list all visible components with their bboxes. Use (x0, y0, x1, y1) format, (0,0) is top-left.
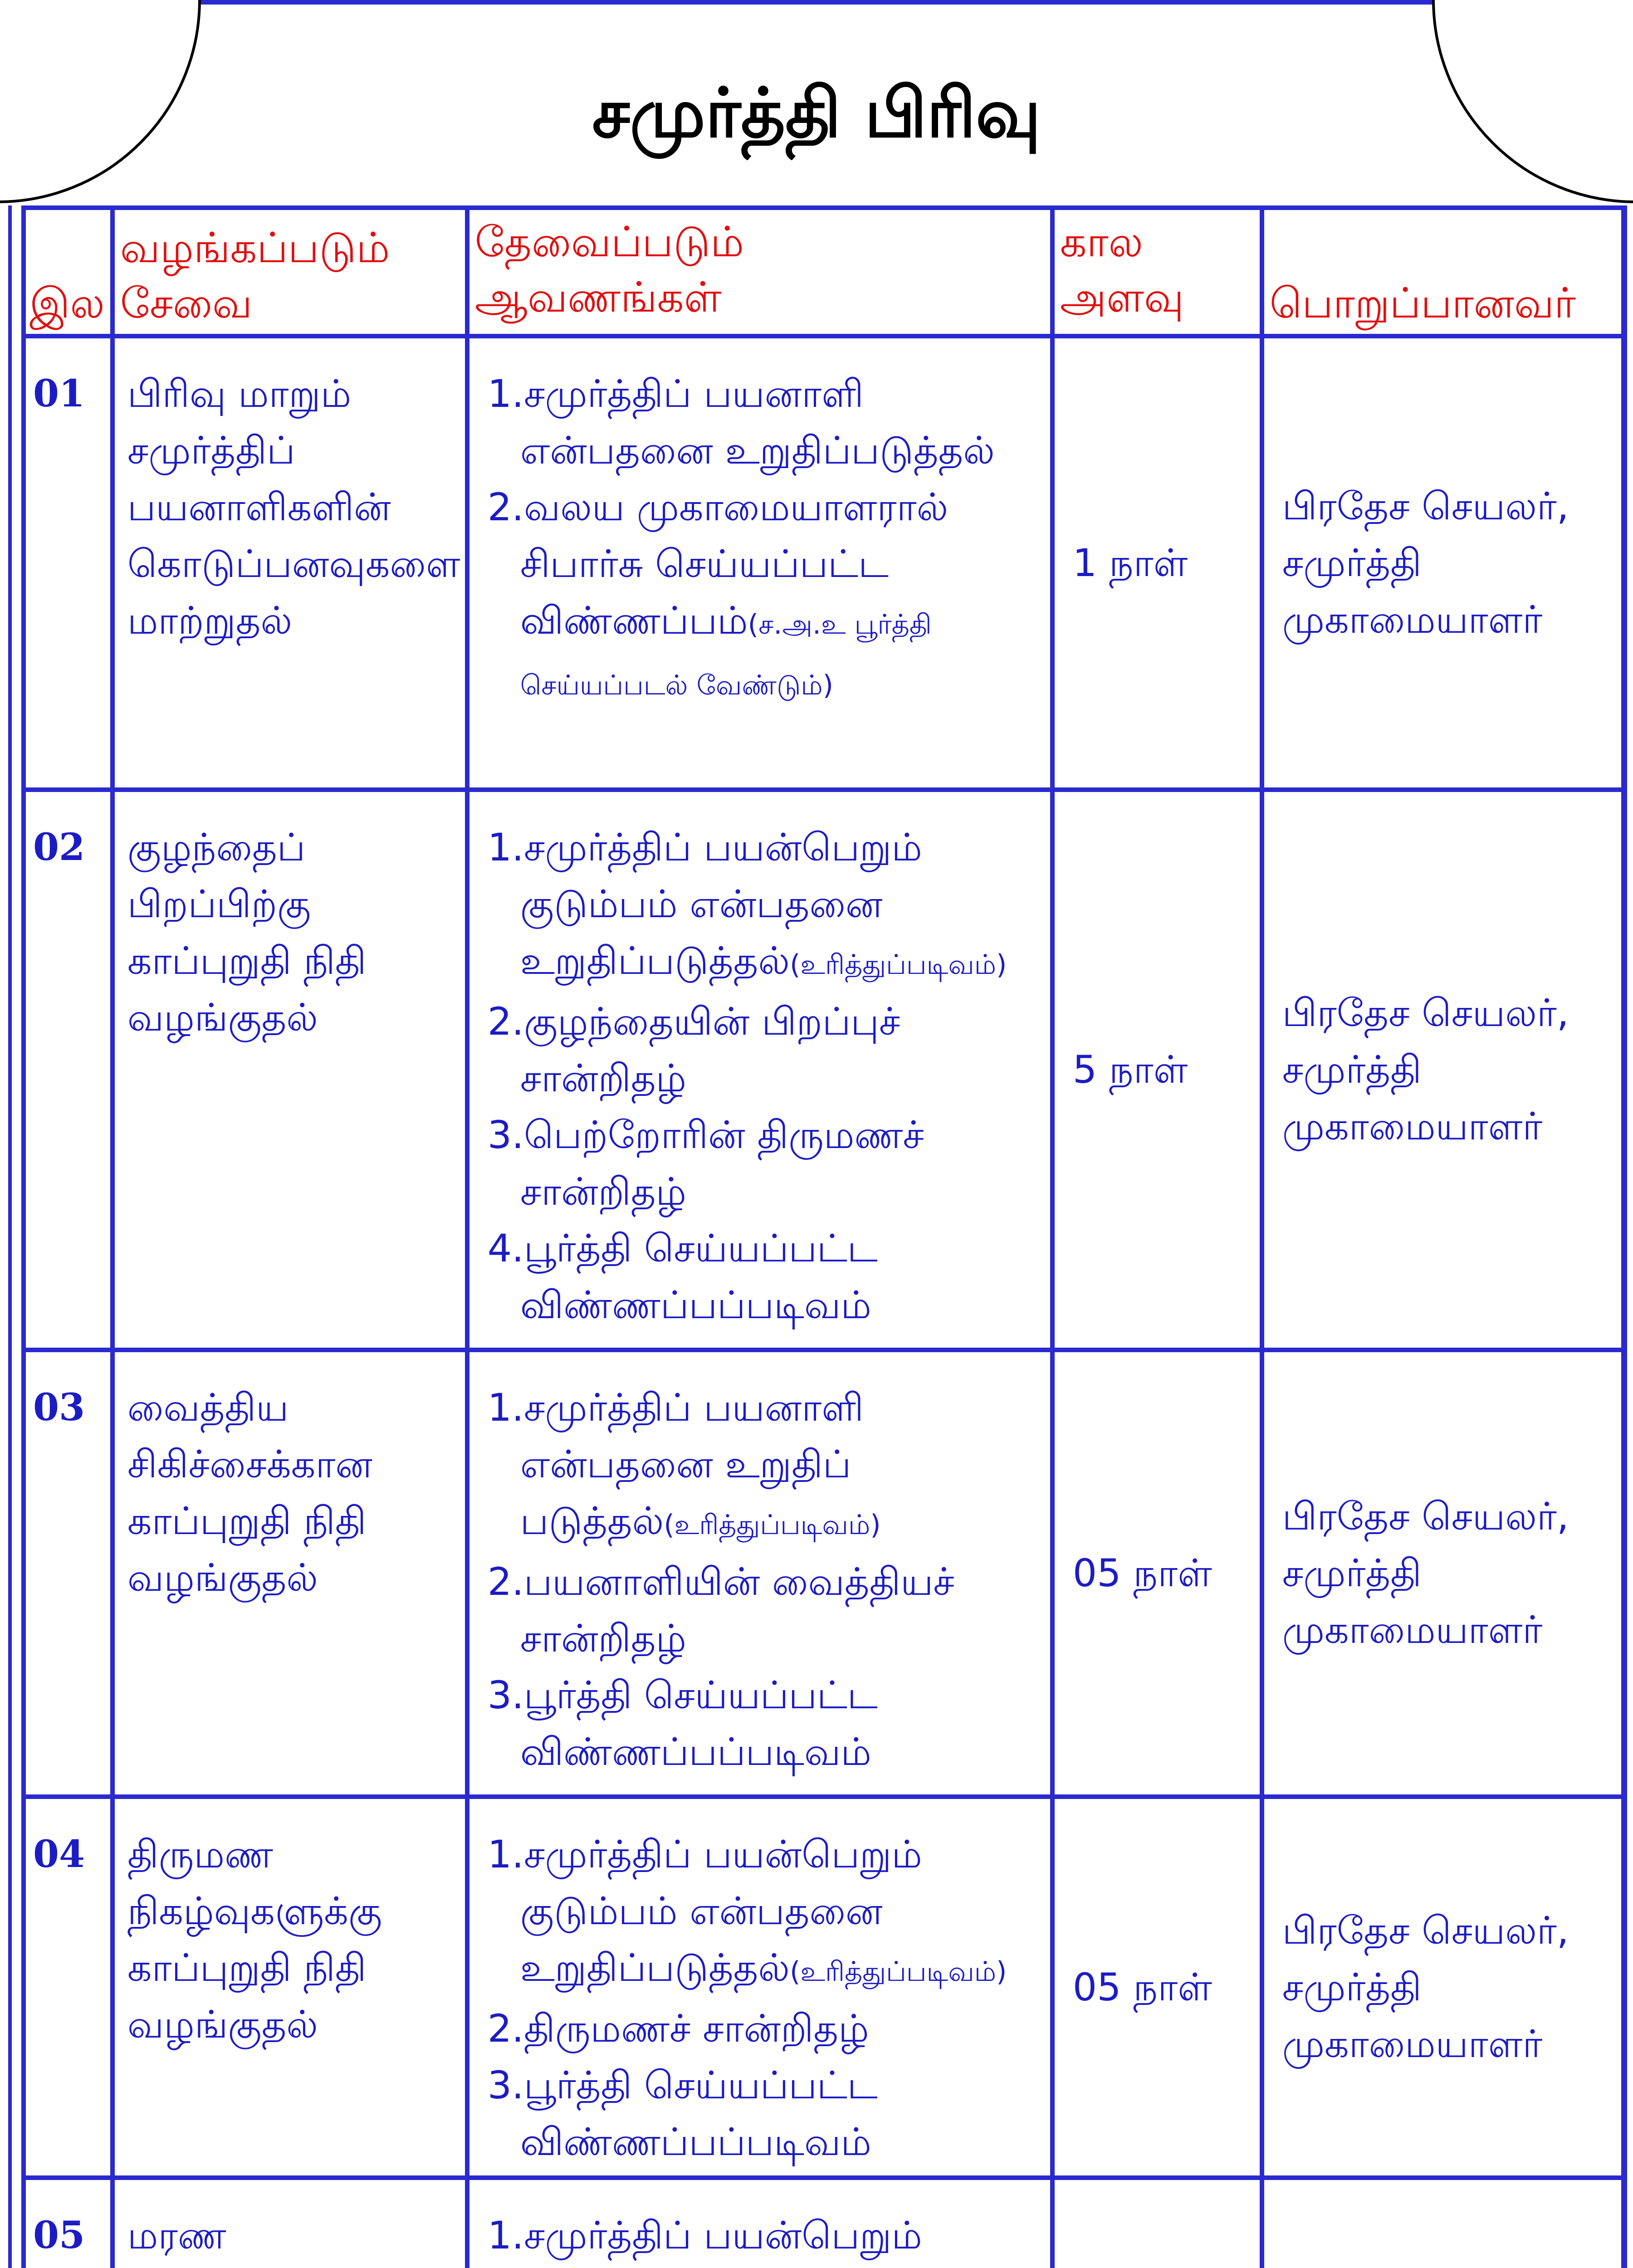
document-text: சான்றிதழ் (520, 1169, 687, 1214)
documents-cell (467, 1797, 1052, 2178)
service-line: பயனாளிகளின் (127, 485, 391, 529)
document-text: விண்ணப்பப்படிவம் (520, 2120, 871, 2164)
document-line (488, 1610, 1047, 1667)
document-text: படுத்தல் (520, 1499, 664, 1543)
service-line: காப்புறுதி நிதி (127, 1945, 367, 1990)
document-line (488, 2264, 1047, 2268)
service-line: பிறப்பிற்கு (127, 882, 311, 926)
document-text: 1.சமுர்த்திப் பயன்பெறும் (487, 1832, 922, 1877)
duration-cell: 5 நாள் (1052, 790, 1262, 1350)
document-line (488, 933, 1047, 993)
document-line (488, 1667, 1047, 1724)
document-line (488, 819, 1047, 876)
document-text: 2.குழந்தையின் பிறப்புச் (487, 999, 900, 1044)
responsible-cell (1262, 1350, 1625, 1797)
document-line (488, 2114, 1047, 2170)
table-row (24, 2178, 1625, 2268)
row-number: 04 (24, 1797, 112, 2178)
document-text: 1.சமுர்த்திப் பயனாளி (487, 371, 864, 416)
responsible-cell (1262, 790, 1625, 1350)
document-line (488, 1220, 1047, 1277)
responsible-line: சமுர்த்தி (1282, 540, 1422, 585)
documents-cell (467, 336, 1052, 790)
document-line (488, 366, 1047, 422)
document-text: 1.சமுர்த்திப் பயனாளி (487, 1385, 864, 1430)
page-title: சமுர்த்தி பிரிவு (592, 74, 1041, 153)
document-line (488, 2207, 1047, 2264)
responsible-cell (1262, 1797, 1625, 2178)
document-line (488, 536, 1047, 592)
document-text: குடும்பம் என்பதனை (520, 1889, 883, 1933)
responsible-line: முகாமையாளர் (1282, 1104, 1543, 1149)
service-cell (112, 1350, 467, 1797)
document-line (488, 2057, 1047, 2114)
service-line: வழங்குதல் (127, 995, 318, 1040)
service-line: திருமண (127, 1832, 274, 1877)
row-number: 02 (24, 790, 112, 1350)
row-number: 01 (24, 336, 112, 790)
row-number: 05 (24, 2178, 112, 2268)
duration-cell: 05 நாள் (1052, 1350, 1262, 1797)
document-line (488, 1379, 1047, 1436)
document-line (488, 1724, 1047, 1780)
documents-cell (467, 790, 1052, 1350)
services-table (21, 205, 1627, 2268)
responsible-line: பிரதேச செயலர், (1282, 484, 1569, 528)
table-row (24, 1350, 1625, 1797)
header-service: வழங்கப்படும் சேவை (112, 208, 467, 336)
service-line: சிகிச்சைக்கான (127, 1442, 372, 1486)
document-text: விண்ணப்பப்படிவம் (520, 1730, 871, 1774)
header-duration: கால அளவு (1052, 208, 1262, 336)
document-text: 1.சமுர்த்திப் பயன்பெறும் (487, 825, 922, 870)
header-no: இல (24, 208, 112, 336)
document-text: 2.பயனாளியின் வைத்தியச் (487, 1559, 954, 1604)
document-line (488, 479, 1047, 536)
document-line (488, 1493, 1047, 1554)
document-line (488, 653, 1047, 714)
responsible-cell (1262, 336, 1625, 790)
service-line: காப்புறுதி நிதி (127, 938, 367, 983)
service-line: நிகழ்வுகளுக்கு (127, 1889, 382, 1933)
document-line (488, 1554, 1047, 1610)
header-documents: தேவைப்படும் ஆவணங்கள் (467, 208, 1052, 336)
document-text: 3.பூர்த்தி செய்யப்பட்ட (487, 2063, 878, 2107)
document-line (488, 1163, 1047, 1220)
document-text: 3.பெற்றோரின் திருமணச் (487, 1113, 924, 1157)
responsible-line: பிரதேச செயலர், (1282, 991, 1569, 1035)
responsible-line: பிரதேச செயலர், (1282, 1908, 1569, 1953)
document-note: (ச.அ.உ பூர்த்தி (748, 609, 932, 640)
document-line (488, 592, 1047, 653)
document-line (488, 1940, 1047, 2000)
responsible-line: முகாமையாளர் (1282, 1608, 1543, 1652)
duration-cell: 05 நாள் (1052, 1797, 1262, 2178)
document-text: சிபார்சு செய்யப்பட்ட (520, 542, 889, 586)
responsible-line: முகாமையாளர் (1282, 2021, 1543, 2066)
service-line: வைத்திய (127, 1385, 289, 1430)
service-line (127, 2264, 460, 2268)
service-cell (112, 790, 467, 1350)
responsible-line: சமுர்த்தி (1282, 1965, 1422, 2009)
document-text: என்பதனை உறுதிப்படுத்தல் (520, 428, 995, 473)
document-text: உறுதிப்படுத்தல் (520, 1945, 790, 1990)
document-line (488, 876, 1047, 933)
service-cell (112, 336, 467, 790)
service-line: வழங்குதல் (127, 2002, 318, 2047)
document-note: செய்யப்படல் வேண்டும்) (520, 670, 834, 701)
document-text: உறுதிப்படுத்தல் (520, 938, 790, 983)
document-line (488, 422, 1047, 479)
service-cell (112, 1797, 467, 2178)
responsible-line: சமுர்த்தி (1282, 1551, 1422, 1595)
document-text: 4.பூர்த்தி செய்யப்பட்ட (487, 1226, 878, 1271)
document-text: 2.திருமணச் சான்றிதழ் (487, 2006, 869, 2051)
service-line: சமுர்த்திப் (127, 428, 295, 473)
document-text: விண்ணப்பப்படிவம் (520, 1283, 871, 1327)
responsible-line: முகாமையாளர் (1282, 597, 1543, 642)
document-line (488, 993, 1047, 1050)
document-line (488, 1107, 1047, 1163)
row-number: 03 (24, 1350, 112, 1797)
responsible-line: சமுர்த்தி (1282, 1047, 1422, 1092)
document-text: என்பதனை உறுதிப் (520, 1442, 851, 1486)
document-text: 2.வலய முகாமையாளரால் (487, 485, 949, 529)
documents-cell (467, 1350, 1052, 1797)
document-text: சான்றிதழ் (520, 1056, 687, 1100)
document-text: 3.பூர்த்தி செய்யப்பட்ட (487, 1673, 878, 1717)
duration-cell: 1 நாள் (1052, 336, 1262, 790)
document-line (488, 1050, 1047, 1107)
table-row (24, 790, 1625, 1350)
service-line: பிரிவு மாறும் (127, 371, 352, 416)
document-line (488, 1883, 1047, 1940)
document-text: குடும்பம் என்பதனை (520, 882, 883, 926)
document-text: சான்றிதழ் (520, 1616, 687, 1661)
table-header-row (24, 208, 1625, 336)
document-note: (உரித்துப்படிவம்) (790, 949, 1007, 981)
service-line: கொடுப்பனவுகளை (127, 542, 460, 586)
responsible-line: பிரதேச செயலர், (1282, 1494, 1569, 1539)
service-cell (112, 2178, 467, 2268)
service-line: குழந்தைப் (127, 825, 306, 870)
service-line: காப்புறுதி நிதி (127, 1499, 367, 1543)
service-line: மரண (127, 2213, 226, 2258)
duration-cell (1052, 2178, 1262, 2268)
service-line: மாற்றுதல் (127, 598, 293, 643)
document-text: 1.சமுர்த்திப் பயன்பெறும் (487, 2213, 922, 2258)
table-row (24, 1797, 1625, 2178)
responsible-cell (1262, 2178, 1625, 2268)
service-line: வழங்குதல் (127, 1555, 318, 1600)
header-responsible: பொறுப்பானவர் (1262, 208, 1625, 336)
document-line (488, 1826, 1047, 1883)
document-text: விண்ணப்பம் (520, 598, 748, 643)
document-line (488, 1277, 1047, 1334)
document-note: (உரித்துப்படிவம்) (790, 1956, 1007, 1988)
table-row (24, 336, 1625, 790)
document-note: (உரித்துப்படிவம்) (664, 1509, 881, 1541)
document-line (488, 2000, 1047, 2057)
document-line (488, 1436, 1047, 1493)
documents-cell (467, 2178, 1052, 2268)
